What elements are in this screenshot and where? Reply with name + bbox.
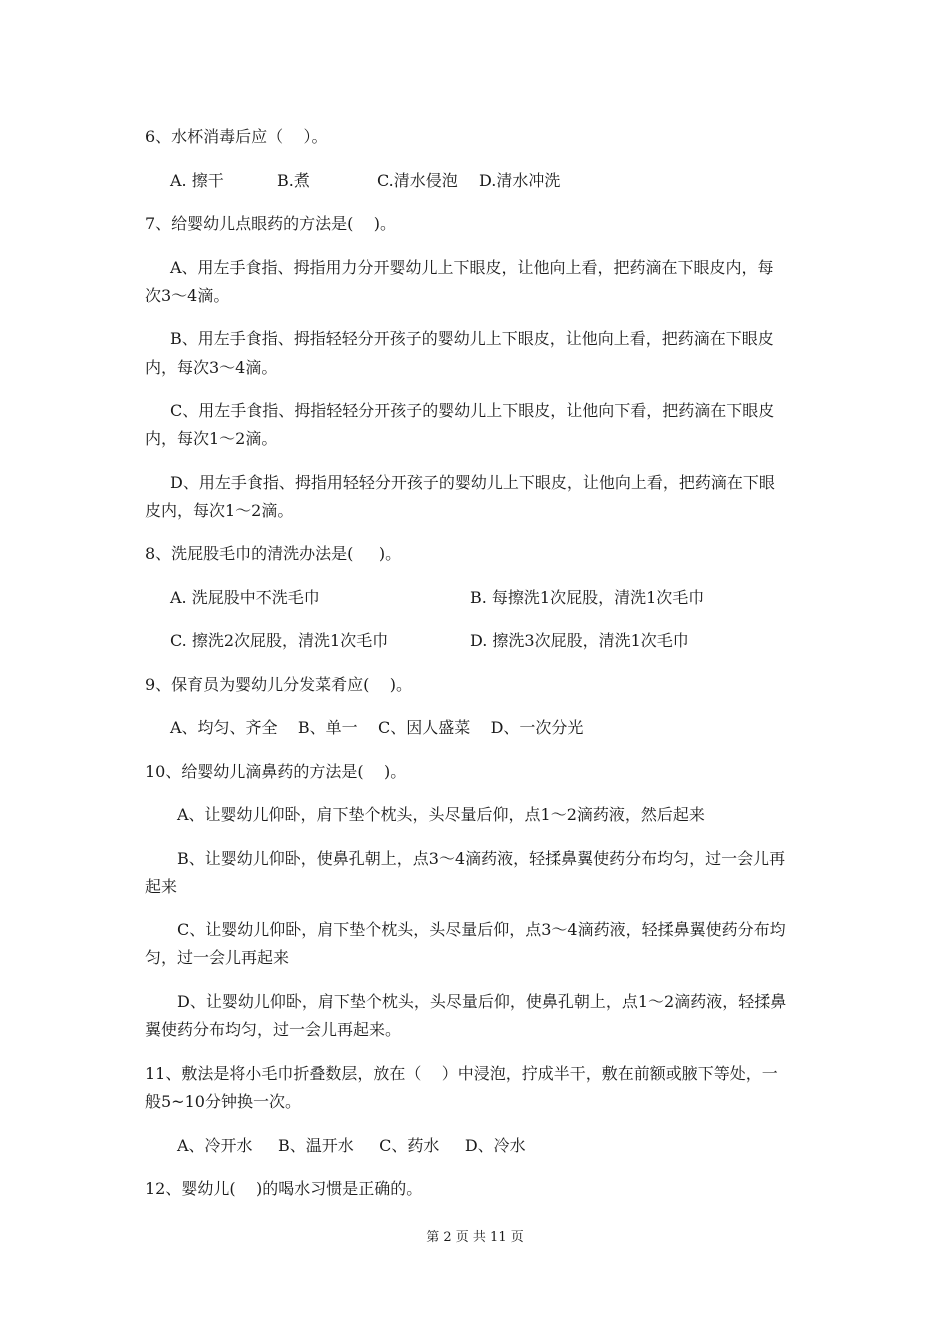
question-10-option-c-line1: C、让婴幼儿仰卧，肩下垫个枕头，头尽量后仰，点3～4滴药液，轻揉鼻翼使药分布均 <box>177 920 786 939</box>
question-7-stem: 7、给婴幼儿点眼药的方法是( )。 <box>145 214 397 233</box>
question-8-option-c: C. 擦洗2次屁股，清洗1次毛巾 <box>170 631 389 650</box>
question-7-option-a-line1: A、用左手食指、拇指用力分开婴幼儿上下眼皮，让他向上看，把药滴在下眼皮内，每 <box>170 258 774 277</box>
question-7-option-b-line2: 内，每次3～4滴。 <box>145 358 278 377</box>
question-10-stem: 10、给婴幼儿滴鼻药的方法是( )。 <box>145 762 407 781</box>
question-12-stem: 12、婴幼儿( )的喝水习惯是正确的。 <box>145 1179 423 1198</box>
question-10-option-d-line2: 翼使药分布均匀，过一会儿再起来。 <box>145 1020 402 1039</box>
question-9-stem: 9、保育员为婴幼儿分发菜肴应( )。 <box>145 675 413 694</box>
question-7-option-a-line2: 次3～4滴。 <box>145 286 230 305</box>
question-10-option-d-line1: D、让婴幼儿仰卧，肩下垫个枕头，头尽量后仰，使鼻孔朝上，点1～2滴药液，轻揉鼻 <box>177 992 787 1011</box>
question-10-option-b-line2: 起来 <box>145 877 178 896</box>
question-6-option-b: B.煮 <box>277 171 310 190</box>
question-9-options: A、均匀、齐全 B、单一 C、因人盛菜 D、一次分光 <box>170 718 584 737</box>
question-10-option-a: A、让婴幼儿仰卧，肩下垫个枕头，头尽量后仰，点1～2滴药液，然后起来 <box>177 805 705 824</box>
question-7-option-d-line1: D、用左手食指、拇指用轻轻分开孩子的婴幼儿上下眼皮，让他向上看，把药滴在下眼 <box>170 473 775 492</box>
question-10-option-b-line1: B、让婴幼儿仰卧，使鼻孔朝上，点3～4滴药液，轻揉鼻翼使药分布均匀，过一会儿再 <box>177 849 786 868</box>
question-7-option-b-line1: B、用左手食指、拇指轻轻分开孩子的婴幼儿上下眼皮，让他向上看，把药滴在下眼皮 <box>170 329 774 348</box>
question-7-option-c-line2: 内，每次1～2滴。 <box>145 429 278 448</box>
question-6-stem: 6、水杯消毒后应（ ）。 <box>145 127 328 146</box>
question-8-option-b: B. 每擦洗1次屁股，清洗1次毛巾 <box>470 588 705 607</box>
question-8-option-d: D. 擦洗3次屁股，清洗1次毛巾 <box>470 631 689 650</box>
question-11-stem-line1: 11、敷法是将小毛巾折叠数层，放在（ ）中浸泡，拧成半干，敷在前额或腋下等处，一 <box>145 1064 778 1083</box>
page-footer: 第 2 页 共 11 页 <box>426 1230 524 1245</box>
question-7-option-d-line2: 皮内，每次1～2滴。 <box>145 501 294 520</box>
question-6-option-a: A. 擦干 <box>170 171 224 190</box>
question-8-stem: 8、洗屁股毛巾的清洗办法是( )。 <box>145 544 402 563</box>
question-11-stem-line2: 般5~10分钟换一次。 <box>145 1092 301 1111</box>
question-6-option-d: D.清水冲洗 <box>479 171 561 190</box>
question-11-options: A、冷开水 B、温开水 C、药水 D、冷水 <box>177 1136 526 1155</box>
question-10-option-c-line2: 匀，过一会儿再起来 <box>145 948 290 967</box>
question-7-option-c-line1: C、用左手食指、拇指轻轻分开孩子的婴幼儿上下眼皮，让他向下看，把药滴在下眼皮 <box>170 401 775 420</box>
question-6-option-c: C.清水侵泡 <box>377 171 458 190</box>
question-8-option-a: A. 洗屁股中不洗毛巾 <box>170 588 320 607</box>
